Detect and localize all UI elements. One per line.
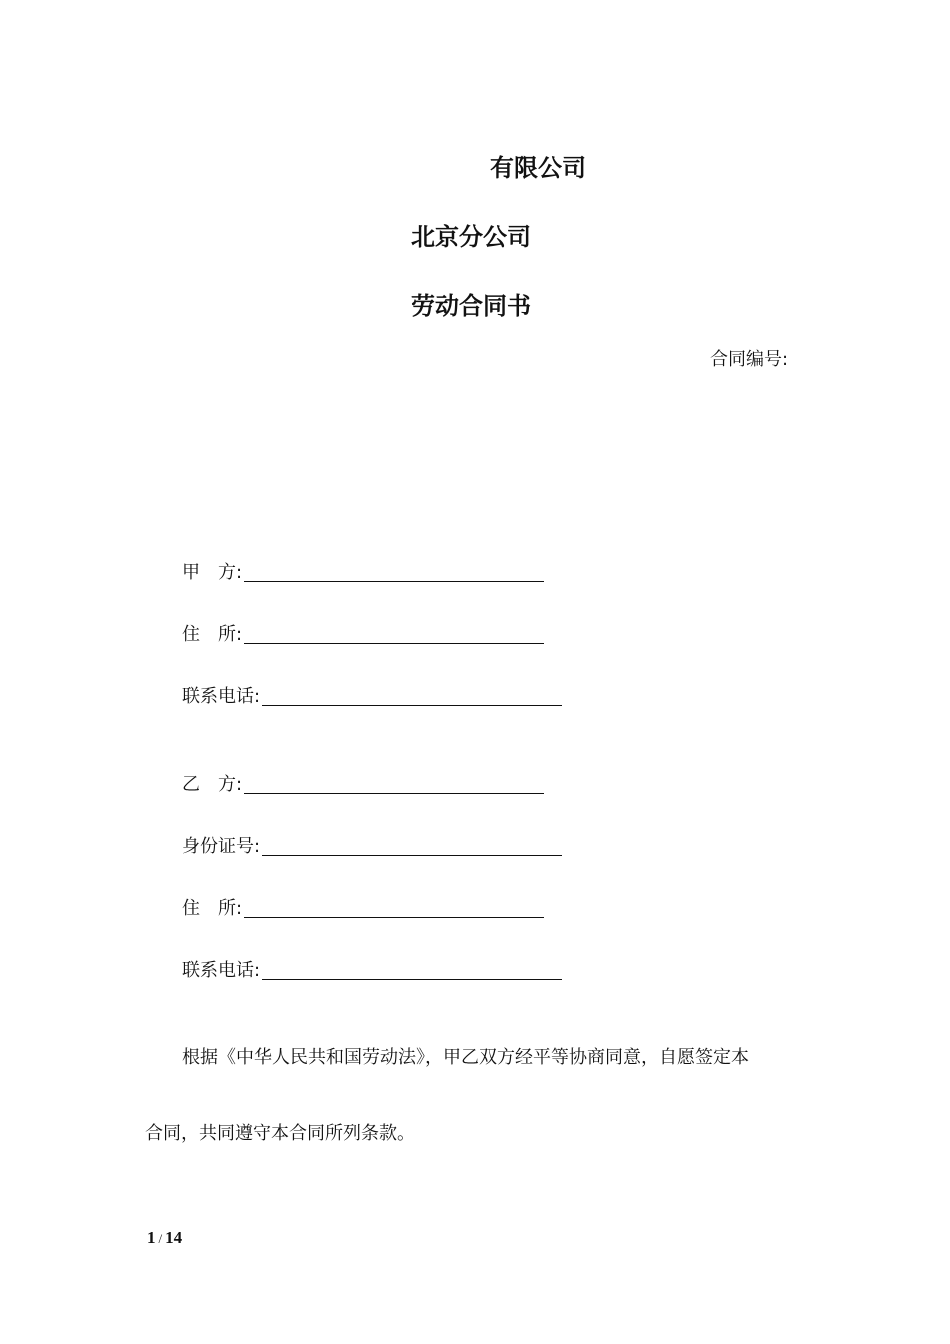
party-b-phone-label: 联系电话: (182, 960, 261, 981)
body-paragraph-line-1: 根据《中华人民共和国劳动法》，甲乙双方经平等协商同意，自愿签定本 (182, 1047, 749, 1068)
party-a-phone-field (182, 684, 562, 708)
body-paragraph-line-2: 合同，共同遵守本合同所列条款。 (145, 1123, 415, 1144)
page-current: 1 (147, 1228, 156, 1247)
party-a-phone-label: 联系电话: (182, 686, 261, 707)
party-a-name-field (182, 560, 544, 584)
party-a-address-blank (244, 643, 544, 644)
party-b-id-blank (262, 855, 562, 856)
party-b-address-blank (244, 917, 544, 918)
party-a-name-label: 甲 方: (182, 562, 243, 583)
party-a-address-field (182, 622, 544, 646)
party-b-address-field (182, 896, 544, 920)
party-a-phone-blank (262, 705, 562, 706)
party-b-id-field (182, 834, 562, 858)
page-number (147, 1228, 182, 1248)
branch-title: 北京分公司 (411, 223, 531, 251)
document-title: 劳动合同书 (411, 292, 531, 320)
page-total: 14 (165, 1228, 183, 1247)
page-separator: / (158, 1231, 163, 1246)
contract-number-label: 合同编号: (710, 349, 789, 370)
party-b-id-label: 身份证号: (182, 836, 261, 857)
party-b-phone-field (182, 958, 562, 982)
party-b-phone-blank (262, 979, 562, 980)
party-b-name-blank (244, 793, 544, 794)
party-a-name-blank (244, 581, 544, 582)
party-b-name-label: 乙 方: (182, 774, 243, 795)
company-title: 有限公司 (490, 154, 586, 182)
party-b-address-label: 住 所: (182, 898, 243, 919)
party-a-address-label: 住 所: (182, 624, 243, 645)
party-b-name-field (182, 772, 544, 796)
